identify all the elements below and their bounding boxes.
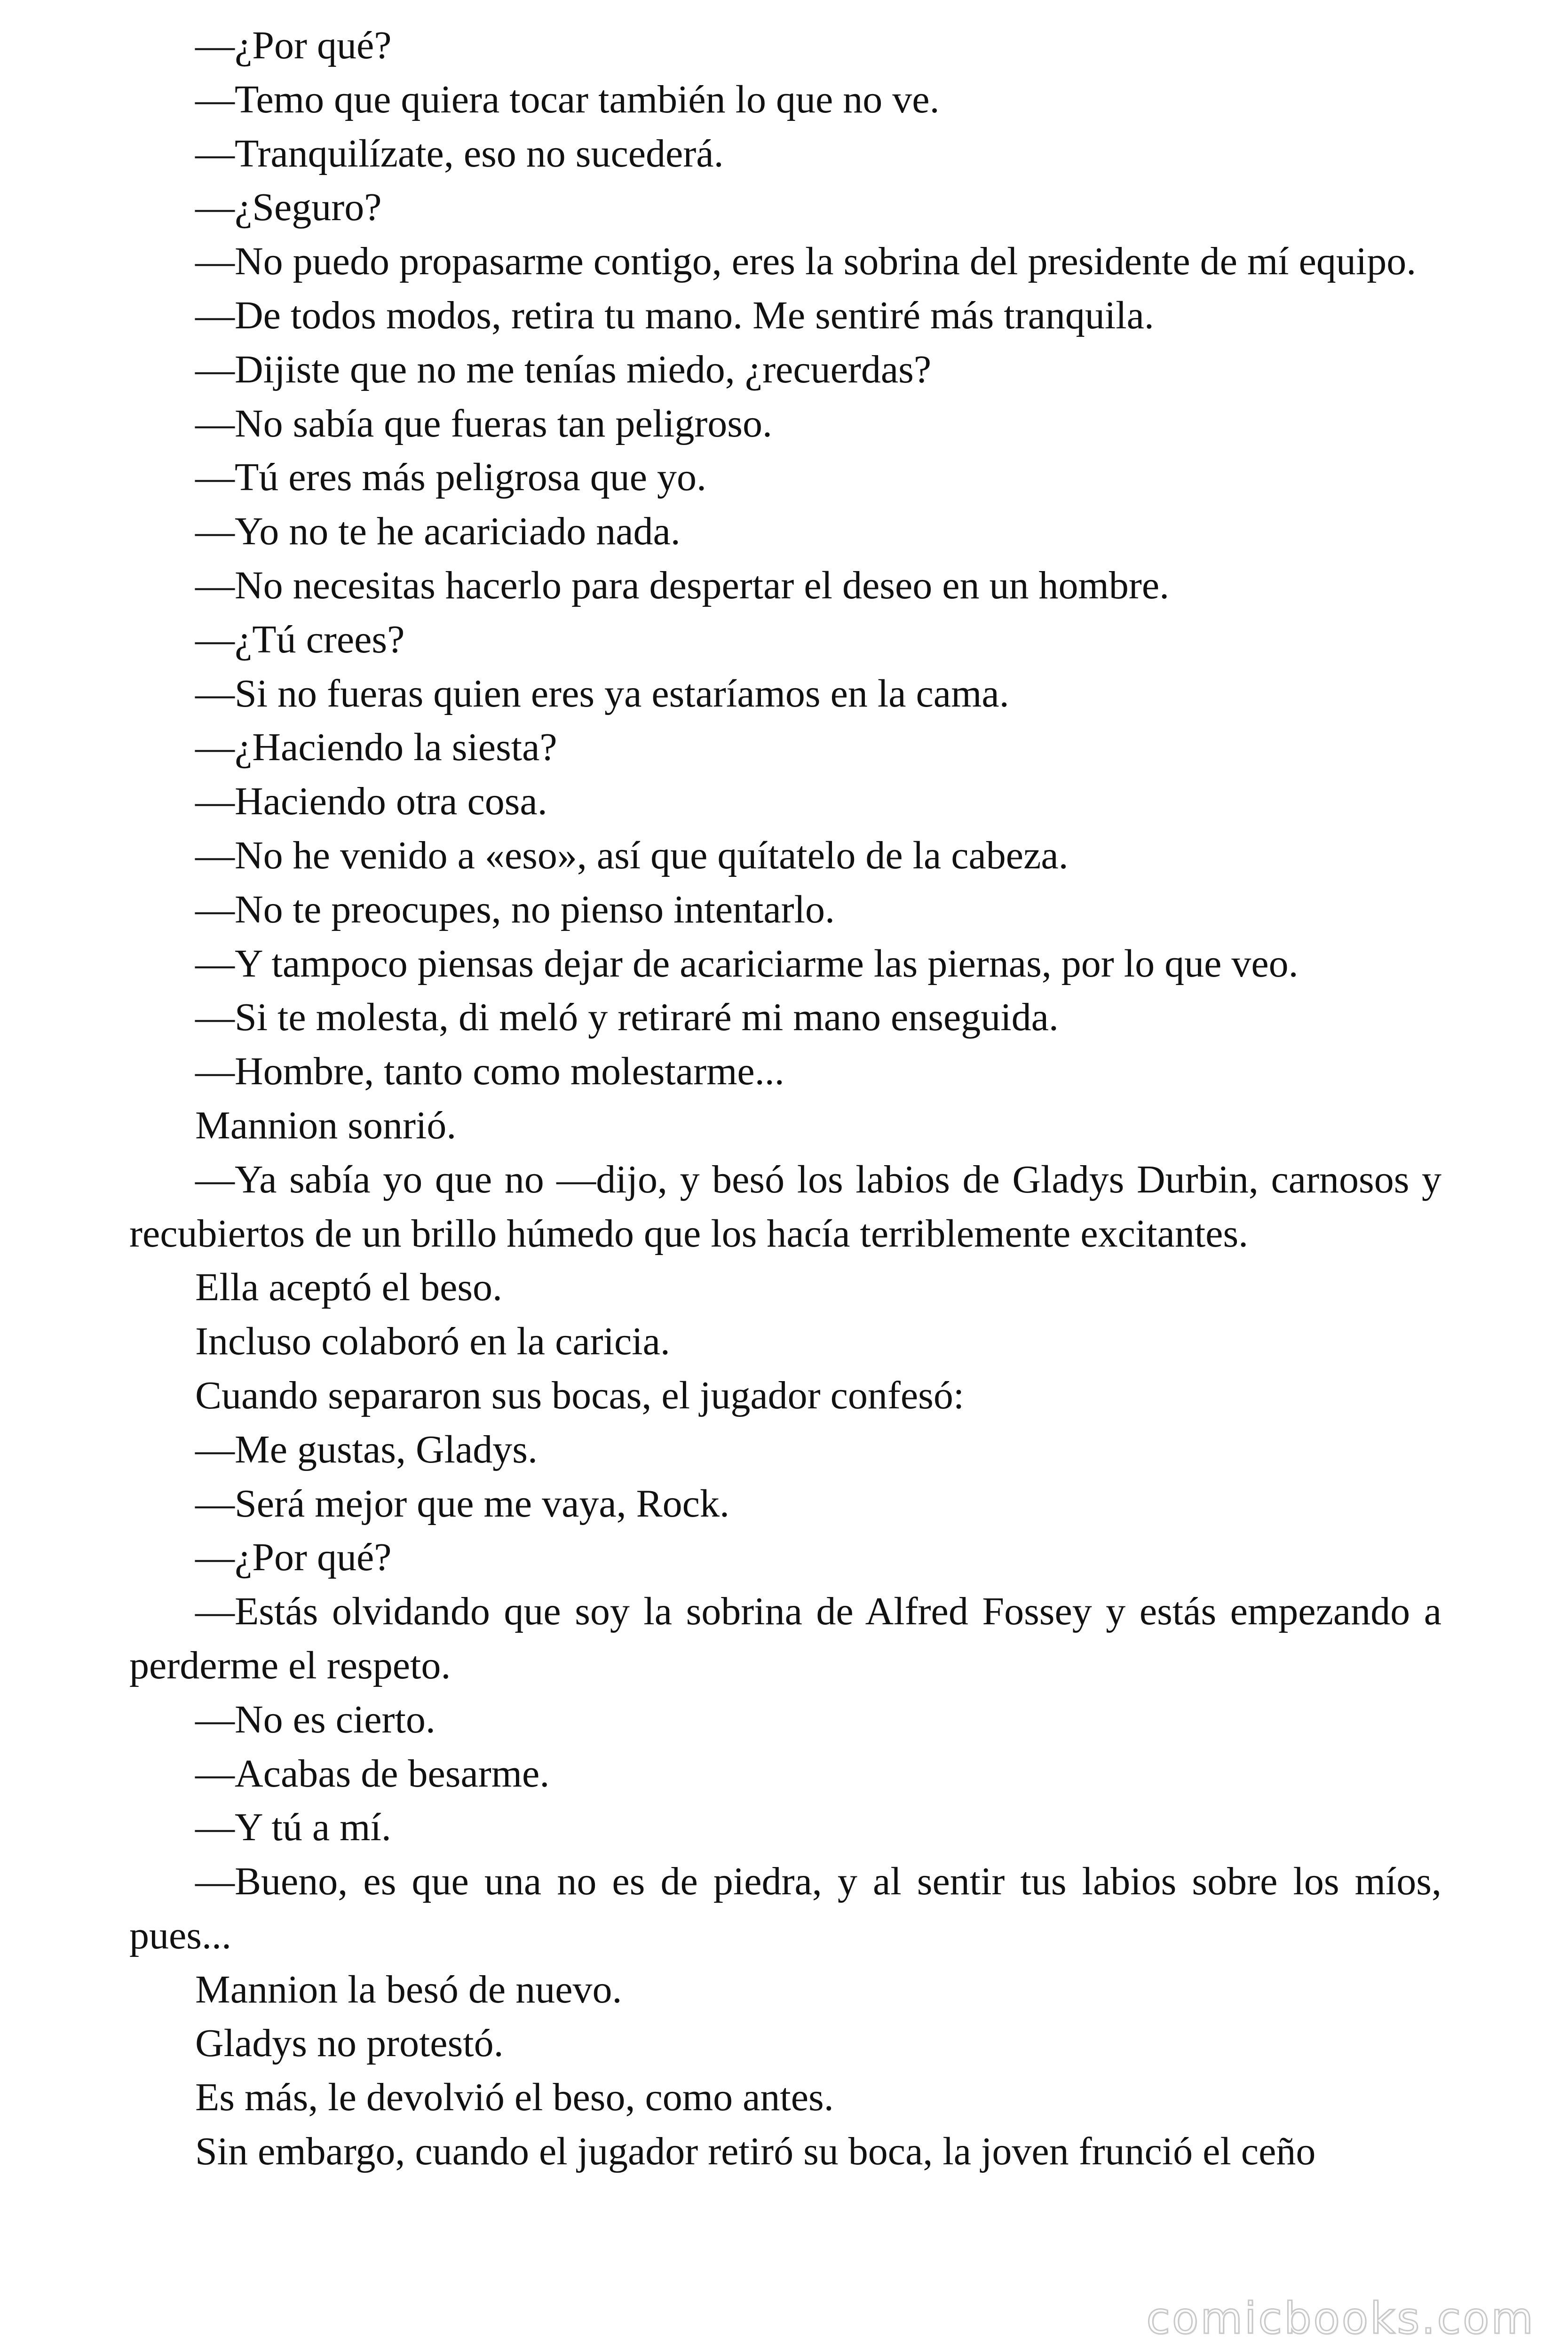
- paragraph: Mannion la besó de nuevo.: [195, 1967, 622, 2011]
- paragraph: Ella aceptó el beso.: [195, 1265, 503, 1310]
- paragraph: —No necesitas hacerlo para despertar el deseo en un hombre.: [195, 563, 1170, 607]
- paragraph: —Ya sabía yo que no —dijo, y besó los labios de Gladys Durbin, carnosos y recubiertos de un brillo húmedo que los hacía terriblemente excitantes.: [129, 1157, 1441, 1255]
- paragraph: —Y tú a mí.: [195, 1805, 391, 1850]
- paragraph: —No puedo propasarme contigo, eres la sobrina del presidente de mí equipo.: [195, 239, 1417, 284]
- paragraph: —Me gustas, Gladys.: [195, 1427, 538, 1471]
- watermark: comicbooks.com: [1146, 2293, 1535, 2344]
- paragraph: —No he venido a «eso», así que quítatelo de la cabeza.: [195, 833, 1069, 877]
- paragraph: —De todos modos, retira tu mano. Me sentiré más tranquila.: [195, 293, 1154, 337]
- paragraph: Mannion sonrió.: [195, 1103, 457, 1147]
- page-text: [129, 19, 1441, 2179]
- paragraph: —Acabas de besarme.: [195, 1751, 550, 1796]
- paragraph: —¿Seguro?: [195, 185, 382, 230]
- paragraph: —Tú eres más peligrosa que yo.: [195, 455, 707, 500]
- paragraph: —Estás olvidando que soy la sobrina de Alfred Fossey y estás empezando a perderme el respeto.: [129, 1589, 1441, 1687]
- paragraph: —¿Por qué?: [195, 1535, 392, 1580]
- paragraph: —Si no fueras quien eres ya estaríamos en la cama.: [195, 671, 1009, 715]
- paragraph: Es más, le devolvió el beso, como antes.: [195, 2075, 834, 2120]
- paragraph: —Tranquilízate, eso no sucederá.: [195, 131, 724, 175]
- paragraph: —Será mejor que me vaya, Rock.: [195, 1481, 729, 1526]
- paragraph: —¿Por qué?: [195, 24, 392, 67]
- paragraph: —¿Haciendo la siesta?: [195, 725, 557, 770]
- paragraph: Sin embargo, cuando el jugador retiró su boca, la joven frunció el ceño: [195, 2130, 1316, 2174]
- paragraph: —No te preocupes, no pienso intentarlo.: [195, 887, 835, 931]
- paragraph: —No sabía que fueras tan peligroso.: [195, 401, 772, 445]
- paragraph: Gladys no protestó.: [195, 2021, 504, 2066]
- paragraph: —Si te molesta, di meló y retiraré mi mano enseguida.: [195, 995, 1059, 1040]
- paragraph: —Haciendo otra cosa.: [195, 779, 547, 824]
- paragraph: —Temo que quiera tocar también lo que no ve.: [195, 77, 940, 121]
- paragraph: Incluso colaboró en la caricia.: [195, 1319, 670, 1364]
- paragraph: Cuando separaron sus bocas, el jugador confesó:: [195, 1373, 965, 1417]
- paragraph: —¿Tú crees?: [195, 617, 405, 661]
- paragraph: —No es cierto.: [195, 1697, 436, 1741]
- paragraph: —Hombre, tanto como molestarme...: [195, 1049, 784, 1094]
- paragraph: —Dijiste que no me tenías miedo, ¿recuerdas?: [195, 347, 932, 391]
- paragraph: —Y tampoco piensas dejar de acariciarme las piernas, por lo que veo.: [195, 941, 1299, 985]
- paragraph: —Yo no te he acariciado nada.: [195, 509, 681, 554]
- paragraph: —Bueno, es que una no es de piedra, y al sentir tus labios sobre los míos, pues...: [129, 1859, 1441, 1957]
